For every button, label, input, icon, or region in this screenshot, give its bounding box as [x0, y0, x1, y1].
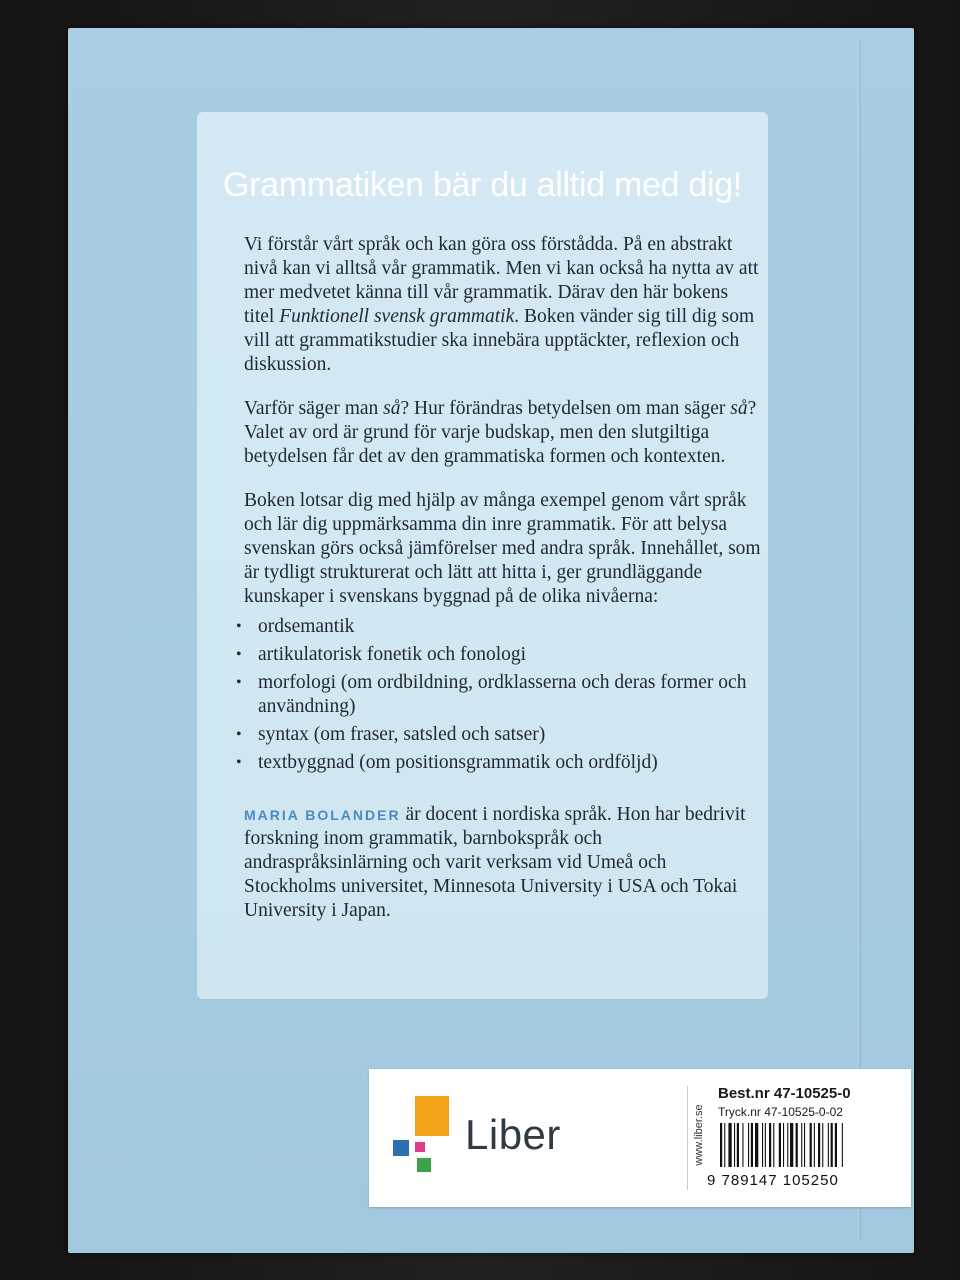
blurb-p1-a: Vi förstår vårt språk och kan göra oss förstådda. På en abstrakt nivå kan vi alltså vår grammatik. Men vi kan också ha nytta av att mer medvetet känna till vår grammatik. Därav den här bokens titel — [244, 234, 759, 327]
topic-label: ordsemantik — [258, 616, 355, 637]
bullet-marker: • — [236, 618, 242, 635]
publisher-label — [369, 1069, 911, 1207]
blurb-p1-b: . Boken vänder sig till dig som vill att grammatikstudier ska innebära upptäckter, reflexion och diskussion. — [244, 306, 755, 375]
print-number: Tryck.nr 47-10525-0-02 — [718, 1105, 843, 1119]
topic-item — [236, 615, 763, 639]
cover-headline: Grammatiken bär du alltid med dig! — [223, 166, 742, 204]
spine-fold — [857, 40, 861, 1240]
author-name: MARIA BOLANDER — [244, 807, 401, 823]
author-bio-text: är docent i nordiska språk. Hon har bedrivit forskning inom grammatik, barnbokspråk och andraspråksinlärning och varit verksam vid Umeå och Stockholms universitet, Minnesota University i USA och Tokai University i Japan. — [244, 804, 746, 921]
blurb-p2-a: Varför säger man — [244, 398, 384, 419]
blurb-p2-word2: så — [730, 398, 748, 419]
topics-list — [236, 615, 763, 775]
blurb-text — [236, 233, 763, 943]
liber-logo-icon — [391, 1096, 451, 1172]
topic-label: textbyggnad (om positionsgrammatik och ordföljd) — [258, 752, 658, 773]
publisher-name: Liber — [465, 1111, 561, 1158]
blurb-paragraph-1 — [244, 233, 763, 377]
topic-item — [236, 643, 763, 667]
label-divider — [687, 1086, 688, 1190]
topic-label: morfologi (om ordbildning, ordklasserna och deras former och användning) — [258, 672, 747, 717]
bullet-marker: • — [236, 674, 242, 691]
blurb-paragraph-3: Boken lotsar dig med hjälp av många exempel genom vårt språk och lär dig uppmärksamma din inre grammatik. För att belysa svenskan görs också jämförelser med andra språk. Innehållet, som är tydligt strukturerat och lätt att hitta i, ger grundläggande kunskaper i svenskans byggnad på de olika nivåerna: — [244, 490, 761, 607]
blurb-p2-b: ? Hur förändras betydelsen om man säger — [400, 398, 731, 419]
topic-label: artikulatorisk fonetik och fonologi — [258, 644, 527, 665]
bullet-marker: • — [236, 646, 242, 663]
book-title-italic: Funktionell svensk grammatik — [279, 306, 515, 327]
order-number: Best.nr 47-10525-0 — [718, 1085, 851, 1102]
topic-label: syntax (om fraser, satsled och satser) — [258, 724, 546, 745]
publisher-website: www.liber.se — [693, 1104, 705, 1166]
blurb-paragraph-2 — [244, 397, 763, 469]
topic-item — [236, 751, 763, 775]
bullet-marker: • — [236, 726, 242, 743]
bullet-marker: • — [236, 754, 242, 771]
blurb-p2-c: ? Valet av ord är grund för varje budskap, men den slutgiltiga betydelsen får det av den grammatiska formen och kontexten. — [244, 398, 757, 467]
topic-item — [236, 723, 763, 747]
isbn-digits: 9 789147 105250 — [707, 1172, 839, 1189]
author-bio — [244, 803, 763, 923]
topic-item — [236, 671, 763, 719]
blurb-p2-word1: så — [383, 398, 401, 419]
